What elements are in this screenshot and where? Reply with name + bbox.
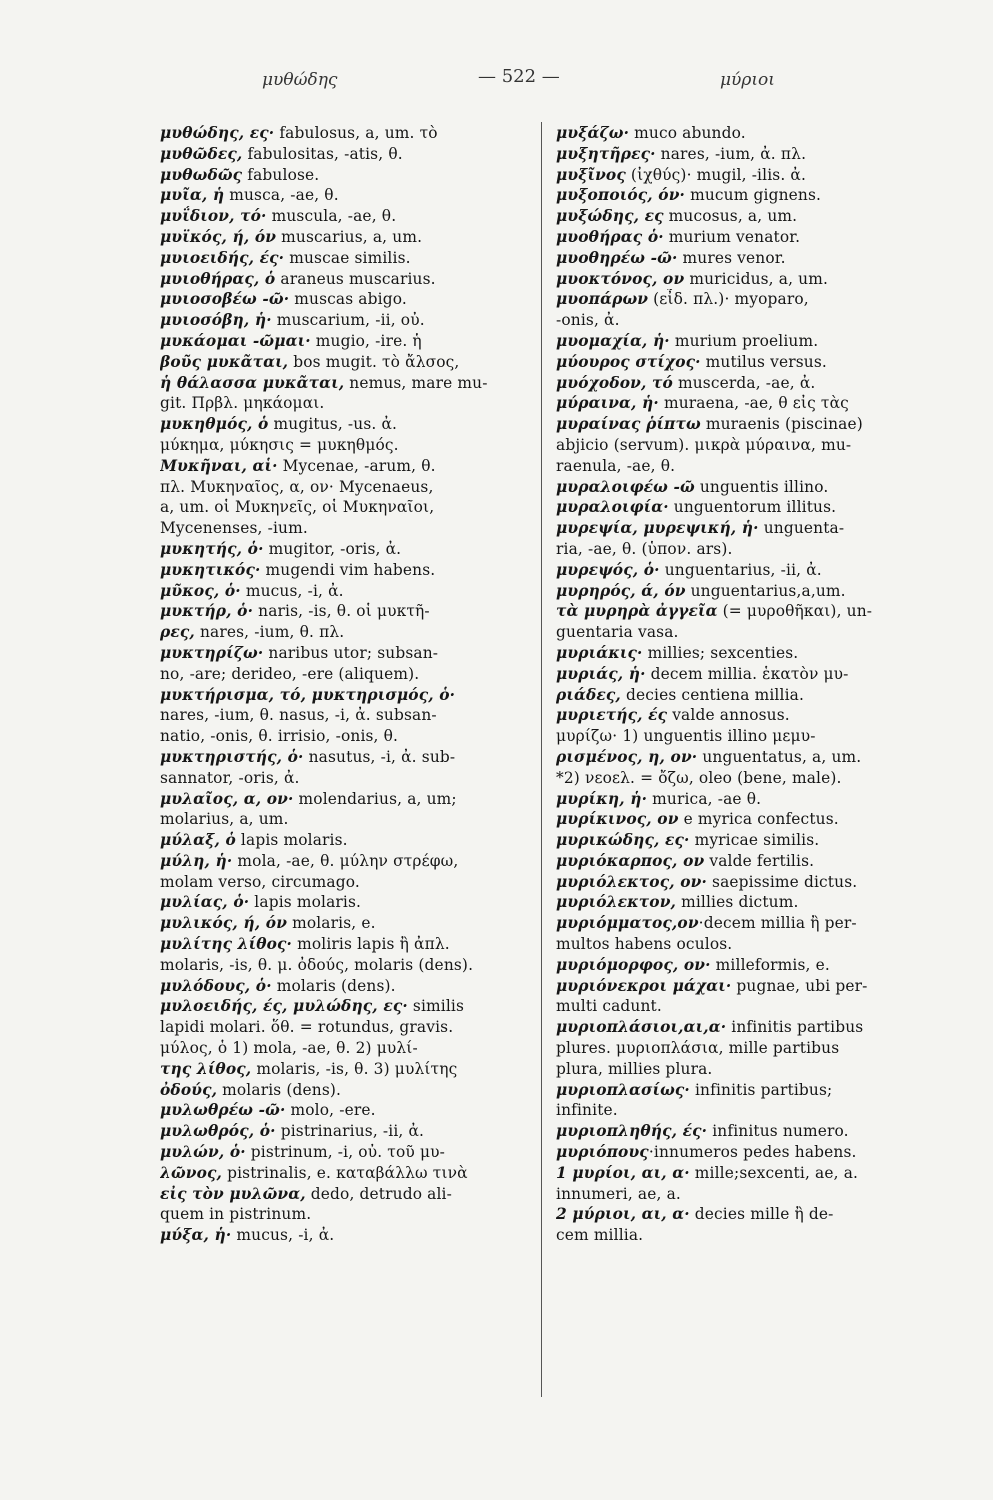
entry-line: μυιοθήρας, ὁ araneus muscarius.	[160, 269, 436, 288]
entry-line: μύραινα, ἡ· muraena, -ae, θ εἰς τὰς	[556, 394, 849, 413]
entry-line: μυρικώδης, ες· myricae similis.	[556, 831, 820, 850]
headword: μυλοειδής, ές, μυλώδης, ες·	[160, 997, 408, 1016]
entry-line: ὀδούς, molaris (dens).	[160, 1080, 342, 1099]
headword: μυκητικός·	[160, 560, 261, 579]
headword: μυραλοιφέω -ῶ	[556, 477, 695, 496]
entry-line: μυκτηριστής, ὁ· nasutus, -i, ἀ. sub-	[160, 747, 456, 766]
entry-line: μυθῶδες, fabulositas, -atis, θ.	[160, 144, 403, 163]
entry-line: *2) νεοελ. = ὄζω, oleo (bene, male).	[556, 768, 842, 787]
headword: μυλαῖος, α, ον·	[160, 789, 294, 808]
entry-line: μυιοσόβη, ἡ· muscarium, -ii, οὐ.	[160, 311, 425, 330]
headword: μυιοσόβη, ἡ·	[160, 311, 272, 330]
headword: μυριόκαρπος, ον	[556, 851, 705, 870]
entry-line: μύκημα, μύκησις = μυκηθμός.	[160, 435, 399, 454]
headword: μυκτηριστής, ὁ·	[160, 747, 304, 766]
entry-line: μυρίκη, ἡ· murica, -ae θ.	[556, 789, 762, 808]
headword: μυριόνεκροι μάχαι·	[556, 976, 732, 995]
entry-line: μυῖα, ἡ musca, -ae, θ.	[160, 186, 339, 205]
headword: μύλη, ἡ·	[160, 851, 233, 870]
page-number: — 522 —	[478, 66, 560, 87]
entry-line: μύλη, ἡ· mola, -ae, θ. μύλην στρέφω,	[160, 851, 459, 870]
entry-line: μυραλοιφία· unguentorum illitus.	[556, 498, 837, 517]
entry-line: μυρίζω· 1) unguentis illino μεμυ-	[556, 727, 816, 746]
headword: λῶνος,	[160, 1163, 223, 1182]
entry-line: plures. μυριοπλάσια, mille partibus	[556, 1039, 840, 1058]
headword: τὰ μυρηρὰ ἀγγεῖα	[556, 602, 718, 621]
headword: 2 μύριοι, αι, α·	[556, 1205, 690, 1224]
entry-line: μυλικός, ή, όν molaris, e.	[160, 914, 376, 933]
entry-line: μυξοποιός, όν· mucum gignens.	[556, 186, 822, 205]
headword: μυκτηρίζω·	[160, 643, 264, 662]
entry-line: μυριοπληθής, ές· infinitus numero.	[556, 1122, 849, 1141]
headword: μυξῖνος	[556, 165, 626, 184]
headword: μυριόπους	[556, 1143, 649, 1162]
entry-line: ἡ θάλασσα μυκᾶται, nemus, mare mu-	[160, 373, 488, 392]
entry-line: Mycenenses, -ium.	[160, 519, 308, 538]
entry-line: πλ. Μυκηναῖος, α, ον· Mycenaeus,	[160, 477, 434, 496]
entry-line: ρισμένος, η, ον· unguentatus, a, um.	[556, 747, 862, 766]
entry-line: λῶνος, pistrinalis, e. καταβάλλω τινὰ	[160, 1163, 468, 1182]
headword: ρισμένος, η, ον·	[556, 747, 698, 766]
entry-line: a, um. οἱ Μυκηνεῖς, οἱ Μυκηναῖοι,	[160, 498, 435, 517]
headword: μυκτήρ, ὁ·	[160, 602, 254, 621]
entry-line: μυομαχία, ἡ· murium proelium.	[556, 331, 819, 350]
entry-line: μυκτήρ, ὁ· naris, -is, θ. οἱ μυκτῆ-	[160, 602, 430, 621]
headword: Μυκῆναι, αἱ·	[160, 456, 278, 475]
entry-line: μυοθηρέω -ῶ· mures venor.	[556, 248, 786, 267]
entry-line: cem millia.	[556, 1226, 644, 1245]
headword: μυλίας, ὁ·	[160, 893, 250, 912]
headword: μυριόμορφος, ον·	[556, 955, 711, 974]
entry-line: μυλαῖος, α, ον· molendarius, a, um;	[160, 789, 457, 808]
headword: μυλικός, ή, όν	[160, 914, 288, 933]
entry-line: μυριετής, ές valde annosus.	[556, 706, 790, 725]
entry-line: lapidi molari. ὅθ. = rotundus, gravis.	[160, 1018, 454, 1037]
entry-line: no, -are; derideo, -ere (aliquem).	[160, 664, 420, 683]
headword: μυρίκινος, ον	[556, 810, 679, 829]
entry-line: μυθώδης, ες· fabulosus, a, um. τὸ	[160, 124, 438, 142]
headword: μυριόμματος,ον	[556, 914, 699, 933]
headword: μυξοποιός, όν·	[556, 186, 686, 205]
entry-line: τὰ μυρηρὰ ἀγγεῖα (= μυροθῆκαι), un-	[556, 602, 873, 621]
left-headword: μυθώδης	[262, 70, 338, 90]
entry-line: μυξάζω· muco abundo.	[556, 124, 746, 142]
entry-line: natio, -onis, θ. irrisio, -onis, θ.	[160, 727, 399, 746]
entry-line: εἰς τὸν μυλῶνα, dedo, detrudo ali-	[160, 1184, 452, 1203]
headword: μυοπάρων	[556, 290, 649, 309]
entry-line: ριάδες, decies centiena millia.	[556, 685, 805, 704]
entry-line: μυρίκινος, ον e myrica confectus.	[556, 810, 839, 829]
entry-line: quem in pistrinum.	[160, 1205, 312, 1224]
entry-line: μυλών, ὁ· pistrinum, -i, οὐ. τοῦ μυ-	[160, 1143, 445, 1162]
entry-line: molam verso, circumago.	[160, 872, 360, 891]
headword: μυλωθρός, ὁ·	[160, 1122, 276, 1141]
headword: μυρίκη, ἡ·	[556, 789, 648, 808]
headword: ὀδούς,	[160, 1080, 218, 1099]
entry-line: μυρεψία, μυρεψική, ἡ· unguenta-	[556, 519, 845, 538]
entry-line: μυκητής, ὁ· mugitor, -oris, ἀ.	[160, 539, 402, 558]
entry-line: μυοθήρας ὁ· murium venator.	[556, 227, 801, 246]
entry-line: μυΐδιον, τό· muscula, -ae, θ.	[160, 207, 397, 226]
entry-line: abjicio (servum). μικρὰ μύραινα, mu-	[556, 435, 852, 454]
headword: μυιοθήρας, ὁ	[160, 269, 276, 288]
entry-line: μυλόδους, ὁ· molaris (dens).	[160, 976, 396, 995]
entry-line: μυριόκαρπος, ον valde fertilis.	[556, 851, 815, 870]
headword: μυιοσοβέω -ῶ·	[160, 290, 290, 309]
headword: μυριόλεκτον,	[556, 893, 677, 912]
right-column	[556, 123, 940, 1246]
entry-line: 1 μυρίοι, αι, α· mille;sexcenti, ae, a.	[556, 1163, 859, 1182]
headword: 1 μυρίοι, αι, α·	[556, 1163, 690, 1182]
entry-line: βοῦς μυκᾶται, bos mugit. τὸ ἄλσος,	[160, 352, 460, 371]
headword: ριάδες,	[556, 685, 621, 704]
entry-line: multos habens oculos.	[556, 935, 733, 954]
headword: μυρεψία, μυρεψική, ἡ·	[556, 519, 759, 538]
entry-line: μυόχοδον, τό muscerda, -ae, ἀ.	[556, 373, 816, 392]
entry-line: μύξα, ἡ· mucus, -i, ἀ.	[160, 1226, 335, 1245]
headword: μυοθηρέω -ῶ·	[556, 248, 678, 267]
headword: μύξα, ἡ·	[160, 1226, 232, 1245]
headword: μυῖα, ἡ	[160, 186, 225, 205]
headword: ἡ θάλασσα μυκᾶται,	[160, 373, 345, 392]
entry-line: μυξώδης, ες mucosus, a, um.	[556, 207, 798, 226]
column-divider	[541, 122, 542, 1397]
entry-line: μυρεψός, ὁ· unguentarius, -ii, ἀ.	[556, 560, 822, 579]
entry-line: μυλοειδής, ές, μυλώδης, ες· similis	[160, 997, 465, 1016]
page-header	[0, 62, 993, 92]
entry-line: git. Πρβλ. μηκάομαι.	[160, 394, 325, 413]
headword: μυομαχία, ἡ·	[556, 331, 670, 350]
entry-line: μυκητικός· mugendi vim habens.	[160, 560, 436, 579]
right-headword: μύριοι	[720, 70, 775, 90]
entry-line: μυριοπλασίως· infinitis partibus;	[556, 1080, 833, 1099]
entry-line: μυριόμορφος, ον· milleformis, e.	[556, 955, 830, 974]
headword: μυρεψός, ὁ·	[556, 560, 660, 579]
headword: μυλόδους, ὁ·	[160, 976, 272, 995]
headword: μυθωδῶς	[160, 165, 243, 184]
entry-line: μυκάομαι -ῶμαι· mugio, -ire. ἡ	[160, 331, 422, 350]
entry-line: μυλίτης λίθος· moliris lapis ἢ ἀπλ.	[160, 935, 450, 954]
entry-line: μυλίας, ὁ· lapis molaris.	[160, 893, 362, 912]
headword: μυθώδης, ες·	[160, 124, 275, 142]
entry-line: μυριάς, ἡ· decem millia. ἑκατὸν μυ-	[556, 664, 849, 683]
entry-line: της λίθος, molaris, -is, θ. 3) μυλίτης	[160, 1059, 458, 1078]
headword: μυριετής, ές	[556, 706, 668, 725]
entry-line: μυριόλεκτος, ον· saepissime dictus.	[556, 872, 858, 891]
entry-line: molarius, a, um.	[160, 810, 289, 829]
entry-line: μυξητῆρες· nares, -ium, ἀ. πλ.	[556, 144, 807, 163]
headword: μυοθήρας ὁ·	[556, 227, 664, 246]
headword: μυξάζω·	[556, 124, 630, 142]
headword: μυρηρός, ά, όν	[556, 581, 686, 600]
entry-line: μυοκτόνος, ον muricidus, a, um.	[556, 269, 829, 288]
entry-line: μῦκος, ὁ· mucus, -i, ἀ.	[160, 581, 344, 600]
headword: μυκάομαι -ῶμαι·	[160, 331, 311, 350]
entry-line: μυλωθρός, ὁ· pistrinarius, -ii, ἀ.	[160, 1122, 425, 1141]
left-column	[160, 123, 534, 1246]
headword: μυξητῆρες·	[556, 144, 656, 163]
entry-line: μυθωδῶς fabulose.	[160, 165, 320, 184]
entry-line: innumeri, ae, a.	[556, 1184, 681, 1203]
entry-line: μυραλοιφέω -ῶ unguentis illino.	[556, 477, 829, 496]
entry-line: -onis, ἀ.	[556, 311, 620, 330]
entry-line: guentaria vasa.	[556, 623, 679, 642]
headword: μυκτήρισμα, τό, μυκτηρισμός, ὁ·	[160, 685, 456, 704]
headword: μυριόλεκτος, ον·	[556, 872, 707, 891]
entry-line: Μυκῆναι, αἱ· Mycenae, -arum, θ.	[160, 456, 436, 475]
entry-line: μυοπάρων (εἶδ. πλ.)· myoparo,	[556, 290, 809, 309]
entry-line: μυραίνας ῥίπτω muraenis (piscinae)	[556, 415, 863, 434]
entry-line: ρες, nares, -ium, θ. πλ.	[160, 623, 345, 642]
headword: μυόχοδον, τό	[556, 373, 673, 392]
entry-line: μυριάκις· millies; sexcenties.	[556, 643, 799, 662]
entry-line: molaris, -is, θ. μ. ὀδούς, molaris (dens).	[160, 955, 474, 974]
headword: ρες,	[160, 623, 195, 642]
headword: μῦκος, ὁ·	[160, 581, 241, 600]
entry-line: μύλαξ, ὁ lapis molaris.	[160, 831, 348, 850]
entry-line: nares, -ium, θ. nasus, -i, ἀ. subsan-	[160, 706, 437, 725]
headword: μυοκτόνος, ον	[556, 269, 685, 288]
headword: της λίθος,	[160, 1059, 252, 1078]
headword: μυλωθρέω -ῶ·	[160, 1101, 286, 1120]
entry-line: μυκηθμός, ὁ mugitus, -us. ἀ.	[160, 415, 398, 434]
entry-line: raenula, -ae, θ.	[556, 456, 676, 475]
headword: μυριοπλάσιοι,αι,α·	[556, 1018, 727, 1037]
entry-line: μυιοσοβέω -ῶ· muscas abigo.	[160, 290, 407, 309]
entry-line: μυριόλεκτον, millies dictum.	[556, 893, 799, 912]
entry-line: 2 μύριοι, αι, α· decies mille ἢ de-	[556, 1205, 834, 1224]
entry-line: μυκτηρίζω· naribus utor; subsan-	[160, 643, 439, 662]
headword: μυϊκός, ή, όν	[160, 227, 277, 246]
entry-line: μυρηρός, ά, όν unguentarius,a,um.	[556, 581, 846, 600]
entry-line: μυιοειδής, ές· muscae similis.	[160, 248, 411, 267]
headword: μυξώδης, ες	[556, 207, 664, 226]
entry-line: infinite.	[556, 1101, 618, 1120]
headword: μυκηθμός, ὁ	[160, 415, 269, 434]
headword: μυιοειδής, ές·	[160, 248, 285, 267]
headword: μυριάκις·	[556, 643, 643, 662]
headword: μυλίτης λίθος·	[160, 935, 293, 954]
headword: μυριοπλασίως·	[556, 1080, 690, 1099]
headword: μύουρος στίχος·	[556, 352, 701, 371]
entry-line: ria, -ae, θ. (ὑπον. ars).	[556, 539, 733, 558]
entry-line: multi cadunt.	[556, 997, 662, 1016]
headword: μυραλοιφία·	[556, 498, 669, 517]
headword: βοῦς μυκᾶται,	[160, 352, 289, 371]
headword: μύλαξ, ὁ	[160, 831, 236, 850]
entry-line: μυριοπλάσιοι,αι,α· infinitis partibus	[556, 1018, 864, 1037]
headword: μυριοπληθής, ές·	[556, 1122, 708, 1141]
entry-line	[160, 685, 534, 706]
entry-line: μυλωθρέω -ῶ· molo, -ere.	[160, 1101, 376, 1120]
headword: μυθῶδες,	[160, 144, 243, 163]
entry-line: μυξῖνος (ἰχθύς)· mugil, -ilis. ἀ.	[556, 165, 806, 184]
entry-line: plura, millies plura.	[556, 1059, 713, 1078]
entry-line: sannator, -oris, ἀ.	[160, 768, 300, 787]
headword: μυραίνας ῥίπτω	[556, 415, 701, 434]
headword: μυλών, ὁ·	[160, 1143, 246, 1162]
headword: μυρικώδης, ες·	[556, 831, 690, 850]
entry-line: μυϊκός, ή, όν muscarius, a, um.	[160, 227, 423, 246]
entry-line: μυριόνεκροι μάχαι· pugnae, ubi per-	[556, 976, 868, 995]
headword: μύραινα, ἡ·	[556, 394, 659, 413]
headword: μυΐδιον, τό·	[160, 207, 267, 226]
entry-line: μυριόπους·innumeros pedes habens.	[556, 1143, 857, 1162]
headword: μυκητής, ὁ·	[160, 539, 264, 558]
entry-line: μυριόμματος,ον·decem millia ἢ per-	[556, 914, 857, 933]
entry-line: μύλος, ὁ 1) mola, -ae, θ. 2) μυλί-	[160, 1039, 418, 1058]
headword: μυριάς, ἡ·	[556, 664, 646, 683]
entry-line: μύουρος στίχος· mutilus versus.	[556, 352, 827, 371]
headword: εἰς τὸν μυλῶνα,	[160, 1184, 306, 1203]
